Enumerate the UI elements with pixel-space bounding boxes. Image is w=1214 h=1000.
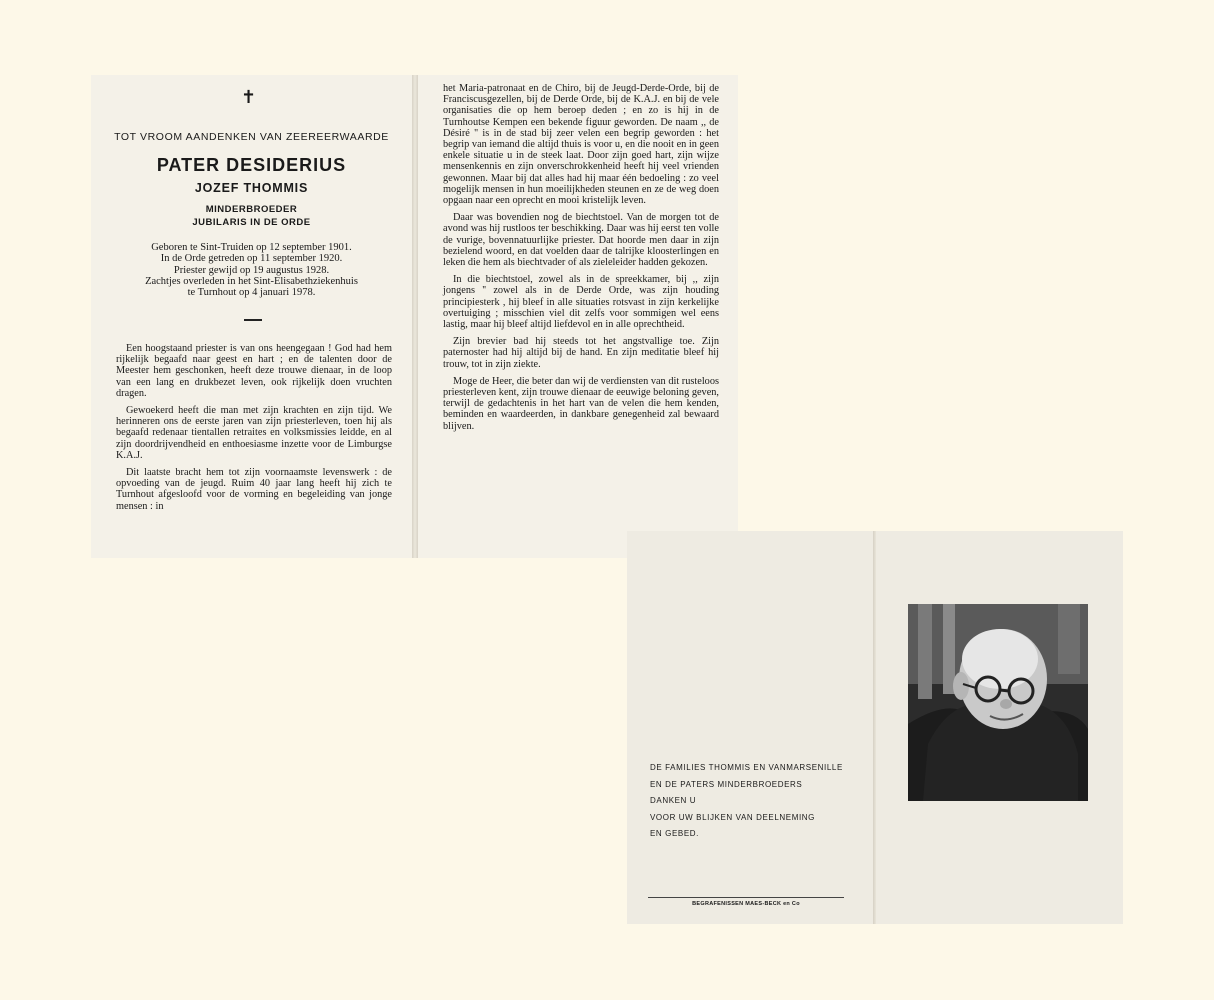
memorial-card-inside — [91, 75, 738, 558]
eulogy-paragraph: Daar was bovendien nog de biechtstoel. Van de morgen tot de avond was hij rustloos ter beschikking. Daar was hij eerst ten volle de vurige, bovennatuurlijke priester. Dat hoorde men daar in zijn bezielend woord, en dat voelden daar de talrijke kloosterlingen en leken die hem als biechtvader of als zieleleider hadden gekozen. — [443, 212, 719, 269]
eulogy-left-column — [116, 343, 392, 518]
date-line: Geboren te Sint-Truiden op 12 september 1901. — [151, 242, 352, 253]
thanks-line: EN DE PATERS MINDERBROEDERS — [650, 779, 803, 789]
portrait-photo-graphic — [908, 604, 1088, 801]
role-title: MINDERBROEDER — [205, 204, 298, 215]
divider — [244, 319, 262, 321]
civil-name: JOZEF THOMMIS — [194, 181, 309, 195]
memorial-heading: TOT VROOM AANDENKEN VAN ZEEREERWAARDE — [114, 131, 389, 143]
thanks-line: VOOR UW BLIJKEN VAN DEELNEMING — [650, 812, 815, 822]
eulogy-paragraph: Gewoekerd heeft die man met zijn krachten en zijn tijd. We herinneren ons de eerste jaren van zijn priesterleven, toen hij als begaafd redenaar tientallen retraites en volksmissies leidde, en al zijn doordrijvendheid en enthoesiasme inzette voor de Limburgse K.A.J. — [116, 405, 392, 461]
eulogy-right-column — [443, 83, 719, 438]
date-line: Priester gewijd op 19 augustus 1928. — [173, 264, 330, 276]
eulogy-paragraph: Zijn brevier bad hij steeds tot het angstvallige toe. Zijn paternoster had hij altijd bij de hand. En zijn meditatie bleef hij trouw, tot in zijn ziekte. — [443, 336, 719, 370]
imprint-rule — [648, 897, 844, 898]
card-fold — [873, 531, 876, 924]
portrait-photo — [908, 604, 1088, 801]
date-line: te Turnhout op 4 januari 1978. — [187, 287, 316, 299]
deceased-name: PATER DESIDERIUS — [156, 155, 347, 175]
thanks-text — [650, 760, 865, 843]
thanks-line: EN GEBED. — [650, 829, 699, 838]
eulogy-paragraph: Een hoogstaand priester is van ons heengegaan ! God had hem rijkelijk begaafd naar geest en hart ; en de talenten door de Meester hem geschonken, heeft deze trouwe dienaar, in de loop van een lang en drukbezet leven, ook rijkelijk doen vruchten dragen. — [116, 343, 392, 399]
date-line: In de Orde getreden op 11 september 1920. — [160, 253, 343, 265]
thanks-line: DE FAMILIES THOMMIS EN VANMARSENILLE — [650, 763, 843, 772]
imprint: BEGRAFENISSEN MAES-BECK en Co — [692, 901, 800, 907]
eulogy-paragraph: In die biechtstoel, zowel als in de spreekkamer, bij ,, zijn jongens '' zowel als in de Derde Orde, was zijn houding principiesterk , hij bleef in alle situaties rotsvast in zijn kerkelijke overtuiging ; misschien viel dit zelfs voor sommigen wel eens lastig, maar hij bleef altijd liefdevol en in alle oprechtheid. — [443, 274, 719, 331]
jubilee-title: JUBILARIS IN DE ORDE — [192, 217, 311, 228]
date-line: Zachtjes overleden in het Sint-Elisabethziekenhuis — [145, 275, 358, 287]
thanks-line: DANKEN U — [650, 796, 697, 805]
eulogy-paragraph: Dit laatste bracht hem tot zijn voornaamste levenswerk : de opvoeding van de jeugd. Ruim 40 jaar lang heeft hij zich te Turnhout afgesloofd voor de vorming en begeleiding van jonge mensen : in — [116, 467, 392, 512]
eulogy-paragraph: Moge de Heer, die beter dan wij de verdiensten van dit rusteloos priesterleven kent, zijn trouwe dienaar de eeuwige beloning geven, terwijl de gedachtenis in het hart van de velen die hem kenden, beminden en waardeerden, in dankbare genegenheid zal bewaard blijven. — [443, 375, 719, 432]
memorial-card-outside — [627, 531, 1123, 924]
life-dates — [91, 242, 412, 298]
card-fold — [412, 75, 418, 558]
cross-icon: ✝ — [241, 87, 257, 108]
eulogy-paragraph: het Maria-patronaat en de Chiro, bij de Jeugd-Derde-Orde, bij de Franciscusgezellen, bij de Derde Orde, bij de K.A.J. en bij de vele organisaties die op hem beroep deden ; en zo is hij in de Turnhoutse Kempen een bekende figuur geworden. De naam ,, de Désiré '' is in de stad bij zeer velen een begrip geworden : het begrip van iemand die altijd thuis is voor u, en die nooit en in geen enkele situatie u in de steek laat. Door zijn goed hart, zijn wijze mensenkennis en zijn onverschrokkenheid heeft hij veel vrienden gewonnen. Maar bij dat alles had hij maar één bedoeling : zo veel mogelijk mensen in hun moeilijkheden steunen en ze de weg doen opgaan naar een oprecht en mooi kristelijk leven. — [443, 83, 719, 207]
